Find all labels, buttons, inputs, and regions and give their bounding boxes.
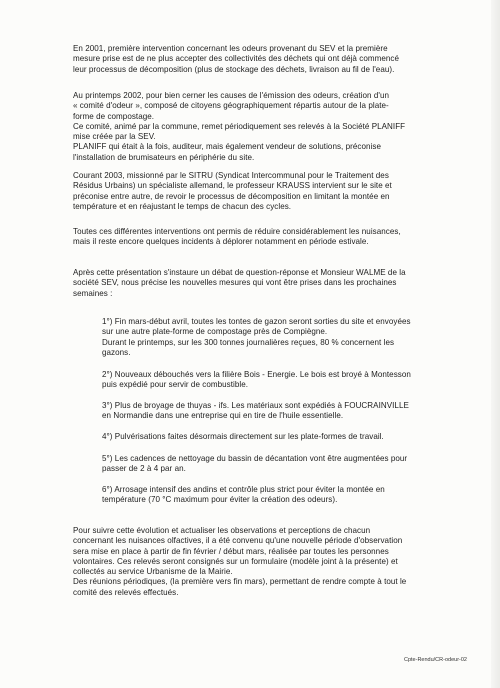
text-line: en Normandie dans une entreprise qui en tire de l'huile essentielle. <box>102 411 344 421</box>
text-line: 5°) Les cadences de nettoyage du bassin de décantation vont être augmentées pour <box>102 454 408 463</box>
paragraph-sitru-expert <box>73 171 447 212</box>
text-line: mesure prise est de ne plus accepter des collectivités des déchets qui ont déjà commencé <box>73 54 399 64</box>
text-line: 2°) Nouveaux débouchés vers la filière Bois - Energie. Le bois est broyé à Montesson <box>102 370 411 379</box>
text-line: Au printemps 2002, pour bien cerner les causes de l'émission des odeurs, création d'un <box>73 91 390 100</box>
text-line: gazons. <box>102 347 131 357</box>
text-line: préconise entre autre, de revoir le processus de décomposition en limitant la montée en <box>73 191 390 201</box>
paragraph-results <box>73 227 447 248</box>
page-footer-reference: Cpte-Rendu/CR-odeur-02 <box>404 657 467 663</box>
text-line: 6°) Arrosage intensif des andins et contrôle plus strict pour éviter la montée en <box>102 485 385 494</box>
paragraph-observation-period <box>73 526 447 598</box>
paragraph-debate-intro <box>73 268 447 299</box>
text-line: mise créée par la SEV. <box>73 132 156 142</box>
text-line: sur une autre plate-forme de compostage près de Compiègne. <box>102 327 328 337</box>
text-line: concernant les nuisances olfactives, il a été convenu qu'une nouvelle période d'observation <box>73 536 403 546</box>
text-line: Des réunions périodiques, (la première vers fin mars), permettant de rendre compte à tout le <box>73 577 407 587</box>
text-line: Durant le printemps, sur les 300 tonnes journalières reçues, 80 % concernent les <box>102 337 395 347</box>
text-line: PLANIFF qui était à la fois, auditeur, mais également vendeur de solutions, préconise <box>73 142 381 152</box>
measure-item-6 <box>102 485 447 506</box>
measure-item-3 <box>102 401 447 422</box>
text-line: 3°) Plus de broyage de thuyas - ifs. Les matériaux sont expédiés à FOUCRAINVILLE <box>102 401 409 410</box>
text-line: Ce comité, animé par la commune, remet périodiquement ses relevés à la Société PLANIFF <box>73 121 406 131</box>
text-line: 4°) Pulvérisations faites désormais directement sur les plate-formes de travail. <box>102 432 384 441</box>
measure-item-5 <box>102 454 447 475</box>
text-line: Résidus Urbains) un spécialiste allemand, le professeur KRAUSS intervient sur le site et <box>73 181 392 191</box>
text-line: sera mise en place à partir de fin février / début mars, réalisée par toutes les personnes <box>73 546 389 556</box>
text-line: comité des relevés effectués. <box>73 587 179 597</box>
measure-item-4 <box>102 432 447 442</box>
text-line: En 2001, première intervention concernant les odeurs provenant du SEV et la première <box>73 44 388 53</box>
paragraph-odour-committee <box>73 91 447 163</box>
text-line: Pour suivre cette évolution et actualiser les observations et perceptions de chacun <box>73 526 371 535</box>
measure-item-2 <box>102 370 447 391</box>
text-line: mais il reste encore quelques incidents à déplorer notamment en période estivale. <box>73 237 369 247</box>
text-line: passer de 2 à 4 par an. <box>102 464 186 474</box>
text-line: Après cette présentation s'instaure un débat de question-réponse et Monsieur WALME de la <box>73 268 406 277</box>
text-line: semaines : <box>73 288 113 298</box>
text-line: Courant 2003, missionné par le SITRU (Syndicat Intercommunal pour le Traitement des <box>73 171 389 180</box>
text-line: puis expédié pour servir de combustible. <box>102 380 249 390</box>
text-line: 1°) Fin mars-début avril, toutes les tontes de gazon seront sorties du site et envoyées <box>102 317 411 326</box>
text-line: volontaires. Ces relevés seront consignés sur un formulaire (modèle joint à la présente) et <box>73 556 398 566</box>
text-line: leur processus de décomposition (plus de stockage des déchets, livraison au fil de l'eau). <box>73 64 395 74</box>
text-line: température (70 °C maximum pour éviter la création des odeurs). <box>102 495 338 505</box>
text-line: société SEV, nous précise les nouvelles mesures qui vont être prises dans les prochaines <box>73 278 397 288</box>
text-line: l'installation de brumisateurs en périphérie du site. <box>73 152 255 162</box>
text-line: Toutes ces différentes interventions ont permis de réduire considérablement les nuisances, <box>73 227 401 236</box>
text-line: forme de compostage. <box>73 111 155 121</box>
text-line: température et en réajustant le temps de chacun des cycles. <box>73 201 292 211</box>
paragraph-first-intervention <box>73 44 447 75</box>
measure-item-1 <box>102 317 447 358</box>
text-line: collectés au service Urbanisme de la Mairie. <box>73 567 233 577</box>
scan-shadow-edge <box>491 0 500 688</box>
text-line: « comité d'odeur », composé de citoyens géographiquement répartis autour de la plate- <box>73 101 389 111</box>
